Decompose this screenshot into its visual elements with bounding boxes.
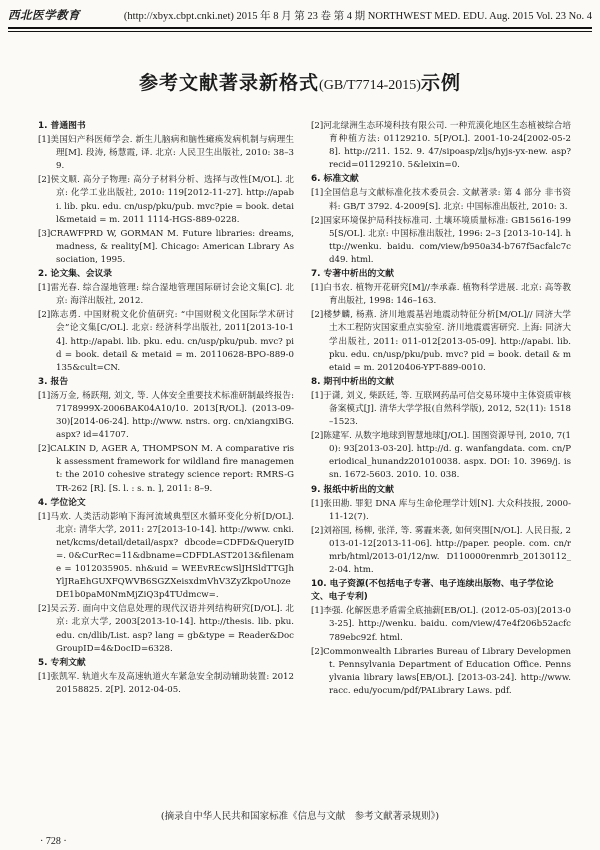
reference-item: [1]张凯军. 轨道火车及高速轨道火车紧急安全制动辅助装置: 201220158825. 2[P]. 2012-04-05. — [38, 671, 294, 695]
reference-item: [1]汤万金, 杨跃翔, 刘文, 等. 人体安全重要技术标准研制最终报告: 7178999X-2006BAK04A10/10. 2013[R/OL]. (2013-09-30)[2014-06-24]. http://www. nstrs. org. cn/xiangxiBG. aspx? id=41707. — [38, 390, 294, 441]
reference-item: [1]全国信息与文献标准化技术委员会. 文献著录: 第 4 部分 非书资料: GB/T 3792. 4-2009[S]. 北京: 中国标准出版社, 2010: 3. — [311, 188, 571, 212]
reference-item: [1]雷光春. 综合湿地管理: 综合湿地管理国际研讨会论文集[C]. 北京: 海洋出版社, 2012. — [38, 283, 294, 307]
reference-item: [1]美国妇产科医师学会. 新生儿脑病和脑性瘫痪发病机制与病理生理[M]. 段涛, 杨慧霞, 译. 北京: 人民卫生出版社, 2010: 38–39. — [38, 135, 294, 172]
reference-item: [2]吴云芳. 面向中文信息处理的现代汉语并列结构研究[D/OL]. 北京: 北京大学, 2003[2013-10-14]. http://thesis. lib. pku. edu. cn/dlib/List. asp? lang = gb&type = Reader&DocGroupID=4&DocID=6328. — [38, 604, 294, 654]
reference-item: [1]李强. 化解医患矛盾需全底抽薪[EB/OL]. (2012-05-03)[2013-03-25]. http://wenku. baidu. com/view/47e4f206b52acfc789ebc92f. html. — [311, 606, 571, 643]
reference-item: [2]河北绿洲生态环境科技有限公司. 一种荒漠化地区生态植被综合培育种植方法: 01129210. 5[P/OL]. 2001-10-24[2002-05-28]. http://211. 152. 9. 47/sipoasp/zljs/hyjs-yx-new. asp? recid=01129210. 5&leixin=0. — [311, 121, 571, 171]
section-heading: 7. 专著中析出的文献 — [311, 269, 394, 280]
reference-item: [2]刘裕国, 杨柳, 张洋, 等. 雾霾来袭, 如何突围[N/OL]. 人民日报, 2013-01-12[2013-11-06]. http://paper. people. com. cn/rmrb/html/2013-01/12/nw. D110000renmrb_20130112_2-04. htm. — [311, 525, 571, 576]
section-heading: 9. 报纸中析出的文献 — [311, 484, 394, 495]
reference-item: [3]CRAWFPRD W, GORMAN M. Future libraries: dreams, madness, & reality[M]. Chicago: American Library Association, 1995. — [38, 228, 294, 265]
reference-item: [1]张田勘. 罪犯 DNA 库与生命伦理学计划[N]. 大众科技报, 2000-11-12(7). — [311, 498, 571, 522]
reference-item: [2]陈建军. 从数字地球到智慧地球[J/OL]. 国图资源导刊, 2010, 7(10): 93[2013-03-20]. http://d. g. wanfangdata. com. cn/Periodical_hunandz201010038. aspx. DOI: 10. 3969/j. issn. 1672-5603. 2010. 10. 038. — [311, 431, 571, 481]
title-standard-code: (GB/T7714-2015) — [319, 78, 421, 93]
reference-item: [2]CALKIN D, AGER A, THOMPSON M. A comparative risk assessment framework for wildland fire management: the 2010 cohesive strategy science report: RMRS-GTR-262 [R]. [S. l. : s. n. ], 2011: 8–9. — [38, 444, 294, 494]
journal-info: (http://xbyx.cbpt.cnki.net) 2015 年 8 月 第 23 卷 第 4 期 NORTHWEST MED. EDU. Aug. 2015 Vol. 23 No. 4 — [123, 10, 592, 22]
title-main: 参考文献著录新格式 — [139, 72, 320, 94]
reference-item: [2]Commonwealth Libraries Bureau of Library Development. Pennsylvania Department of Education Office. Pennsylvania library laws[EB/OL]. [2013-03-24]. http://www. racc. edu/yocum/pdf/PALibrary Laws. pdf. — [311, 646, 571, 696]
page-number: · 728 · — [40, 836, 67, 847]
reference-item: [1]马欢. 人类活动影响下海河流域典型区水循环变化分析[D/OL]. 北京: 清华大学, 2011: 27[2013-10-14]. http://www. cnki. net/kcms/detail/detail/aspx? dbcode=CDFD&QueryID=. 0&CurRec=11&dbname=CDFDLAST2013&filename = 1012035905. nh&uid = WEEvREcwSlJHSldTTGJhYlJRaEhGUXFQWVB6SGZXeisxdmVhV3ZyZkpoUnozeDE1b0paM0NmMjZiQ3p4TUdmcw=. — [38, 511, 294, 601]
reference-item: [2]陈志勇. 中国财税文化价值研究: “中国财税文化国际学术研讨会”论文集[C/OL]. 北京: 经济科学出版社, 2011[2013-10-14]. http://apabi. lib. pku. edu. cn/usp/pku/pub. mvc? pid = book. detail & metaid = m. 20110628-BPO-889-0135&cult=CN. — [38, 310, 294, 373]
journal-logo: 西北医学教育 — [8, 8, 80, 22]
right-column — [311, 120, 571, 699]
reference-item: [1]于潇, 刘义, 柴跃廷, 等. 互联网药品可信交易环境中主体资质审核备案模式[J]. 清华大学学报(自然科学版), 2012, 52(11): 1518–1523. — [311, 390, 571, 428]
reference-item: [1]白书农. 植物开花研究[M]//李承森. 植物科学进展. 北京: 高等教育出版社, 1998: 146–163. — [311, 283, 571, 307]
section-heading: 4. 学位论文 — [38, 497, 86, 508]
section-heading: 8. 期刊中析出的文献 — [311, 376, 394, 387]
title-tail: 示例 — [420, 72, 461, 94]
article-title — [0, 68, 600, 95]
page-header — [8, 4, 592, 26]
section-heading: 3. 报告 — [38, 376, 69, 387]
reference-item: [2]国家环境保护局科技标准司. 土壤环境质量标准: GB15616-1995[S/OL]. 北京: 中国标准出版社, 1996: 2–3 [2013-10-14]. http://wenku. baidu. com/view/b950a34-b767f5acfalc7cd49. html. — [311, 215, 571, 265]
section-heading: 10. 电子资源(不包括电子专著、电子连续出版物、电子学位论文、电子专利) — [311, 579, 554, 603]
section-heading: 5. 专利文献 — [38, 657, 86, 668]
reference-item: [2]楼梦麟, 杨燕. 济川地震基岩地震动特征分析[M/OL]// 同济大学土木工程防灾国家重点实验室. 济川地震震害研究. 上海: 同济大学出版社, 2011: 011-012[2013-05-09]. http://apabi. lib. pku. edu. cn/usp/pku/pub. mvc? pid = book. detail & metaid = m. 20120406-YPT-889-0010. — [311, 310, 571, 373]
left-column — [38, 120, 294, 698]
source-note: (摘录自中华人民共和国家标准《信息与文献 参考文献著录规则》) — [160, 811, 440, 822]
section-heading: 1. 普通图书 — [38, 121, 86, 131]
reference-item: [2]侯文顺. 高分子物理: 高分子材料分析、选择与改性[M/OL]. 北京: 化学工业出版社, 2010: 119[2012-11-27]. http://apabi. lib. pku. edu. cn/usp/pku/pub. mvc?pie = book. detail&metaid = m. 2011 1114-HGS-889-0228. — [38, 175, 294, 225]
section-heading: 6. 标准文献 — [311, 174, 359, 185]
header-rule — [8, 27, 592, 29]
header-rule-thin — [8, 31, 592, 32]
section-heading: 2. 论文集、会议录 — [38, 269, 113, 280]
